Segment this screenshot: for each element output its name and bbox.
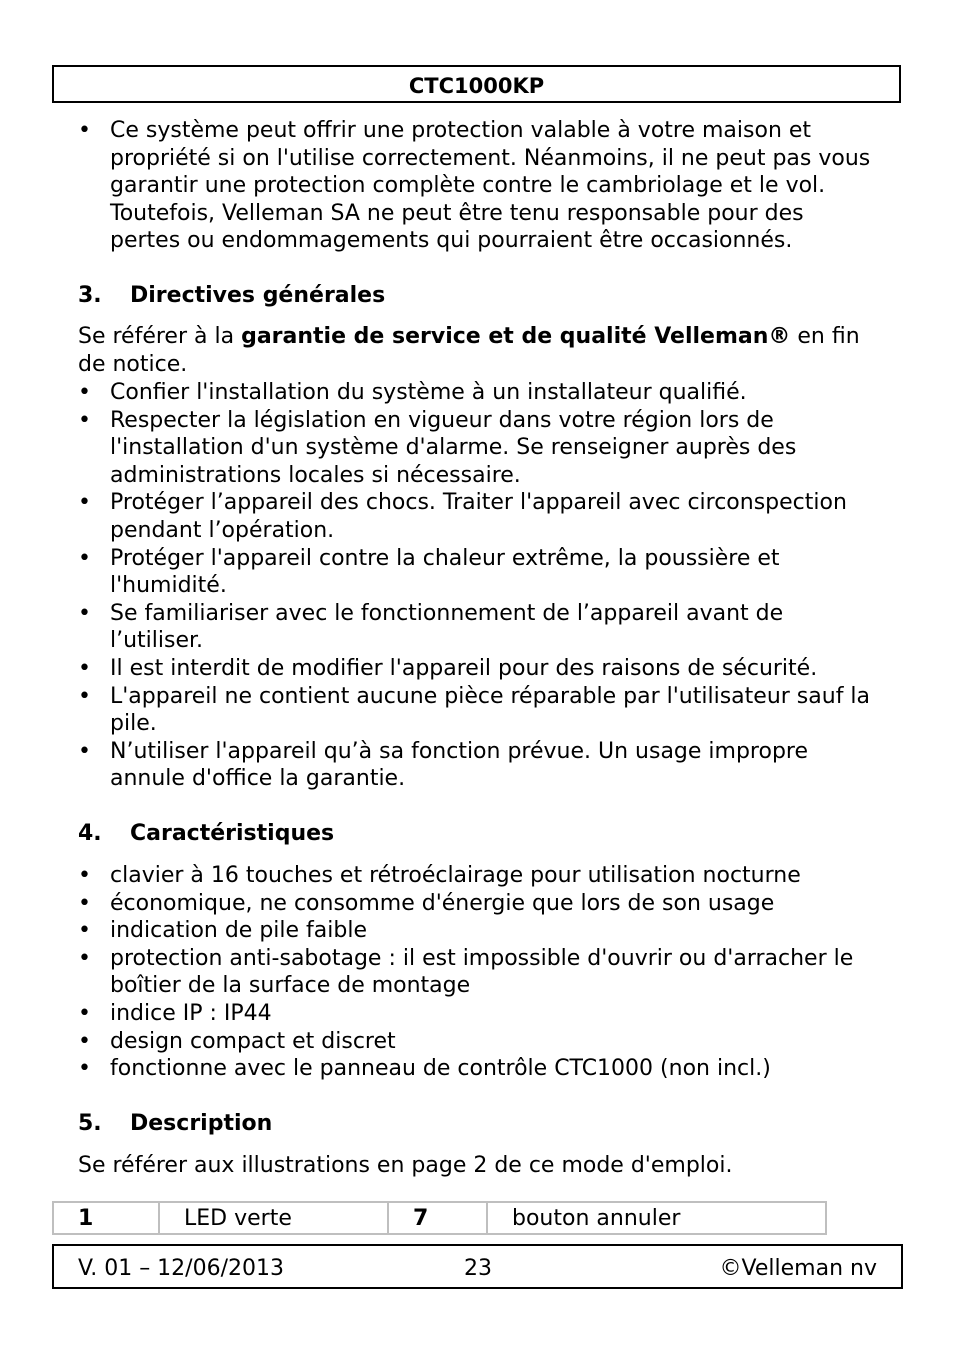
description-table <box>52 1201 827 1235</box>
bullet-icon: • <box>78 1000 91 1026</box>
warranty-reference: garantie de service et de qualité Velleman® <box>241 324 791 349</box>
bullet-icon: • <box>78 945 91 971</box>
page-header <box>52 65 901 103</box>
bullet-icon: • <box>78 545 91 571</box>
table-cell-label: LED verte <box>159 1202 388 1234</box>
list-item: • Ce système peut offrir une protection valable à votre maison et propriété si on l'utilise correctement. Néanmoins, il ne peut pas vous garantir une protection complète contre le cambriolage et le vol. Toutefois, Velleman SA ne peut être tenu responsable pour des pertes ou endommagements qui pourraient être occasionnés. <box>78 118 871 254</box>
bullet-icon: • <box>78 118 91 143</box>
section-4-heading <box>78 820 334 848</box>
section-3-bullet-list <box>78 379 878 793</box>
list-item: • L'appareil ne contient aucune pièce réparable par l'utilisateur sauf la pile. <box>78 683 871 737</box>
section-3-paragraph: Se référer à la garantie de service et de qualité Velleman® en fin de notice. <box>78 324 860 377</box>
bullet-icon: • <box>78 600 91 626</box>
section-5-paragraph: Se référer aux illustrations en page 2 de ce mode d'emploi. <box>78 1153 733 1178</box>
list-item: • Confier l'installation du système à un installateur qualifié. <box>78 380 747 405</box>
section-3-heading <box>78 282 385 310</box>
list-item: • Il est interdit de modifier l'appareil pour des raisons de sécurité. <box>78 655 818 681</box>
table-row <box>53 1202 826 1234</box>
section-number: 4. <box>78 821 102 846</box>
list-item: • clavier à 16 touches et rétroéclairage pour utilisation nocturne <box>78 863 801 888</box>
list-item: • Se familiariser avec le fonctionnement de l’appareil avant de l’utiliser. <box>78 600 784 654</box>
bullet-icon: • <box>78 683 91 709</box>
bullet-icon: • <box>78 380 91 405</box>
section-title: Description <box>130 1111 273 1136</box>
table-cell-number: 7 <box>388 1202 487 1234</box>
header-title: CTC1000KP <box>408 74 545 98</box>
footer-copyright: ©Velleman nv <box>719 1256 877 1281</box>
page-footer <box>52 1244 903 1289</box>
list-item: • fonctionne avec le panneau de contrôle CTC1000 (non incl.) <box>78 1056 771 1082</box>
bullet-icon: • <box>78 490 91 516</box>
list-item: • indication de pile faible <box>78 918 368 944</box>
bullet-icon: • <box>78 918 91 944</box>
footer-version: V. 01 – 12/06/2013 <box>78 1256 284 1281</box>
table-cell-number: 1 <box>53 1202 159 1234</box>
bullet-icon: • <box>78 890 91 916</box>
list-item: • indice IP : IP44 <box>78 1000 272 1026</box>
bullet-icon: • <box>78 1028 91 1054</box>
section-5-heading <box>78 1110 272 1138</box>
section-title: Caractéristiques <box>130 821 335 846</box>
table-cell-label: bouton annuler <box>487 1202 826 1234</box>
bullet-icon: • <box>78 655 91 681</box>
list-item: • design compact et discret <box>78 1028 396 1054</box>
list-item: • protection anti-sabotage : il est impossible d'ouvrir ou d'arracher le boîtier de la surface de montage <box>78 945 854 999</box>
bullet-icon: • <box>78 738 91 764</box>
section-title: Directives générales <box>130 283 386 308</box>
bullet-icon: • <box>78 863 91 888</box>
list-item: • économique, ne consomme d'énergie que lors de son usage <box>78 890 775 916</box>
list-item: • Protéger l'appareil contre la chaleur extrême, la poussière et l'humidité. <box>78 545 780 599</box>
section-4-bullet-list <box>78 862 878 1083</box>
list-item: • Protéger l’appareil des chocs. Traiter l'appareil avec circonspection pendant l’opération. <box>78 490 847 543</box>
intro-bullet-list <box>78 117 878 255</box>
bullet-icon: • <box>78 1056 91 1082</box>
bullet-icon: • <box>78 407 91 433</box>
section-number: 3. <box>78 283 102 308</box>
footer-page-number: 23 <box>464 1256 492 1281</box>
list-item: • Respecter la législation en vigueur dans votre région lors de l'installation d'un système d'alarme. Se renseigner auprès des administrations locales si nécessaire. <box>78 407 797 488</box>
section-number: 5. <box>78 1111 102 1136</box>
list-item: • N’utiliser l'appareil qu’à sa fonction prévue. Un usage impropre annule d'office la garantie. <box>78 738 809 792</box>
